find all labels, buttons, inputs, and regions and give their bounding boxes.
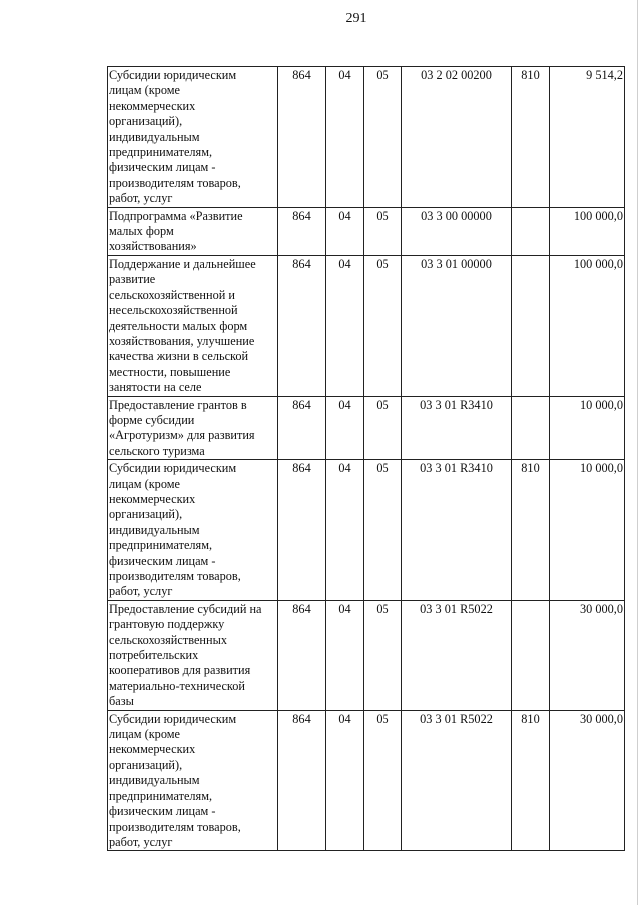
item-name-line: некоммерческих: [109, 491, 196, 506]
item-name-line: работ, услуг: [109, 191, 173, 206]
section-code-cell: 04: [326, 600, 364, 710]
item-name-line: качества жизни в сельской: [109, 349, 249, 364]
item-name-cell: [108, 600, 278, 710]
page-edge-line: [637, 0, 638, 905]
amount-cell: 10 000,0: [550, 460, 625, 601]
expense-type-code-cell: 810: [512, 67, 550, 208]
target-article-code-cell: 03 3 01 R3410: [402, 460, 512, 601]
section-code-cell: 04: [326, 710, 364, 851]
item-name-line: несельскохозяйственной: [109, 303, 238, 318]
item-name-line: физическим лицам -: [109, 804, 216, 819]
table-row: [108, 396, 625, 460]
ministry-code-cell: 864: [278, 710, 326, 851]
item-name-line: индивидуальным: [109, 129, 200, 144]
subsection-code-cell: 05: [364, 255, 402, 396]
subsection-code-cell: 05: [364, 600, 402, 710]
item-name-line: хозяйствования, улучшение: [109, 333, 255, 348]
item-name-line: Субсидии юридическим: [109, 461, 237, 476]
item-name-line: работ, услуг: [109, 584, 173, 599]
item-name-line: сельскохозяйственных: [109, 632, 227, 647]
item-name-line: развитие: [109, 272, 156, 287]
item-name-line: Субсидии юридическим: [109, 68, 237, 82]
subsection-code-cell: 05: [364, 460, 402, 601]
target-article-code-cell: 03 3 01 00000: [402, 255, 512, 396]
item-name-line: Подпрограмма «Развитие: [109, 208, 243, 223]
item-name-line: организаций),: [109, 507, 183, 522]
item-name-line: работ, услуг: [109, 834, 173, 849]
target-article-code-cell: 03 3 01 R3410: [402, 396, 512, 460]
subsection-code-cell: 05: [364, 207, 402, 255]
amount-cell: 10 000,0: [550, 396, 625, 460]
target-article-code-cell: 03 3 01 R5022: [402, 710, 512, 851]
amount-cell: 9 514,2: [550, 67, 625, 208]
subsection-code-cell: 05: [364, 396, 402, 460]
section-code-cell: 04: [326, 255, 364, 396]
item-name-line: базы: [109, 694, 134, 709]
ministry-code-cell: 864: [278, 255, 326, 396]
table-row: [108, 600, 625, 710]
item-name-line: индивидуальным: [109, 522, 200, 537]
target-article-code-cell: 03 2 02 00200: [402, 67, 512, 208]
item-name-line: грантовую поддержку: [109, 617, 225, 632]
expense-type-code-cell: [512, 396, 550, 460]
item-name-line: индивидуальным: [109, 773, 200, 788]
expense-type-code-cell: [512, 207, 550, 255]
item-name-cell: [108, 396, 278, 460]
item-name-line: Предоставление грантов в: [109, 397, 247, 412]
item-name-line: предпринимателям,: [109, 145, 213, 160]
item-name-line: организаций),: [109, 114, 183, 129]
item-name-line: сельскохозяйственной и: [109, 287, 235, 302]
item-name-line: «Агротуризм» для развития: [109, 428, 255, 443]
item-name-line: форме субсидии: [109, 412, 195, 427]
amount-cell: 30 000,0: [550, 600, 625, 710]
subsection-code-cell: 05: [364, 67, 402, 208]
table-row: [108, 460, 625, 601]
item-name-cell: [108, 207, 278, 255]
item-name-line: малых форм: [109, 224, 174, 239]
subsection-code-cell: 05: [364, 710, 402, 851]
amount-cell: 100 000,0: [550, 255, 625, 396]
item-name-line: некоммерческих: [109, 742, 196, 757]
item-name-line: некоммерческих: [109, 98, 196, 113]
item-name-cell: [108, 710, 278, 851]
item-name-cell: [108, 67, 278, 208]
item-name-line: производителям товаров,: [109, 819, 241, 834]
item-name-line: лицам (кроме: [109, 83, 180, 98]
expense-type-code-cell: 810: [512, 710, 550, 851]
ministry-code-cell: 864: [278, 600, 326, 710]
expense-type-code-cell: 810: [512, 460, 550, 601]
item-name-line: физическим лицам -: [109, 553, 216, 568]
item-name-line: лицам (кроме: [109, 476, 180, 491]
ministry-code-cell: 864: [278, 67, 326, 208]
item-name-line: лицам (кроме: [109, 727, 180, 742]
item-name-cell: [108, 255, 278, 396]
amount-cell: 100 000,0: [550, 207, 625, 255]
item-name-line: предпринимателям,: [109, 788, 213, 803]
item-name-cell: [108, 460, 278, 601]
item-name-line: предпринимателям,: [109, 538, 213, 553]
item-name-line: физическим лицам -: [109, 160, 216, 175]
section-code-cell: 04: [326, 207, 364, 255]
ministry-code-cell: 864: [278, 460, 326, 601]
target-article-code-cell: 03 3 01 R5022: [402, 600, 512, 710]
item-name-line: местности, повышение: [109, 364, 231, 379]
item-name-line: Субсидии юридическим: [109, 711, 237, 726]
expense-type-code-cell: [512, 255, 550, 396]
target-article-code-cell: 03 3 00 00000: [402, 207, 512, 255]
expense-type-code-cell: [512, 600, 550, 710]
table-row: [108, 67, 625, 208]
item-name-line: материально-технической: [109, 678, 245, 693]
item-name-line: занятости на селе: [109, 380, 202, 395]
table-row: [108, 207, 625, 255]
item-name-line: производителям товаров,: [109, 569, 241, 583]
item-name-line: Поддержание и дальнейшее: [109, 256, 256, 271]
item-name-line: потребительских: [109, 648, 199, 663]
item-name-line: производителям товаров,: [109, 175, 241, 190]
item-name-line: организаций),: [109, 757, 183, 772]
item-name-line: хозяйствования»: [109, 239, 197, 254]
table-row: [108, 710, 625, 851]
budget-table: [107, 66, 625, 851]
section-code-cell: 04: [326, 396, 364, 460]
ministry-code-cell: 864: [278, 207, 326, 255]
ministry-code-cell: 864: [278, 396, 326, 460]
item-name-line: сельского туризма: [109, 443, 205, 458]
table-row: [108, 255, 625, 396]
section-code-cell: 04: [326, 67, 364, 208]
section-code-cell: 04: [326, 460, 364, 601]
item-name-line: кооперативов для развития: [109, 663, 251, 678]
amount-cell: 30 000,0: [550, 710, 625, 851]
page-number: 291: [345, 11, 367, 26]
item-name-line: Предоставление субсидий на: [109, 601, 262, 616]
table-body: [108, 67, 625, 851]
item-name-line: деятельности малых форм: [109, 318, 248, 333]
